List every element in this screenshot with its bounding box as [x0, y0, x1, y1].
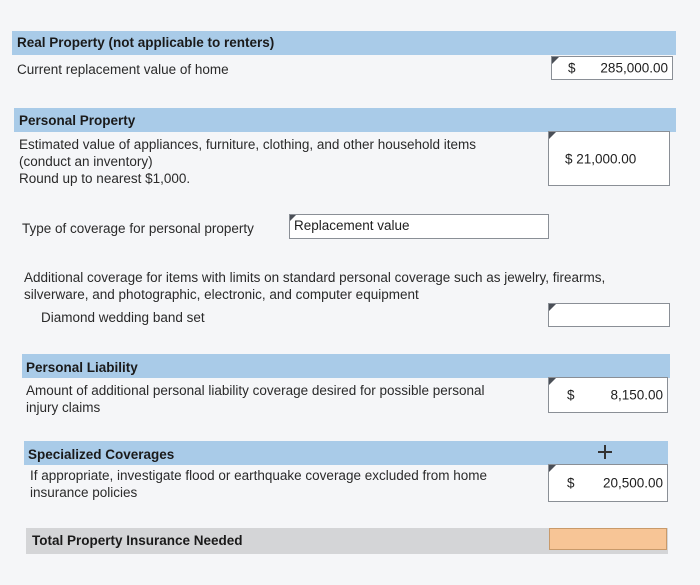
coverage-type-label: Type of coverage for personal property — [22, 221, 254, 236]
personal-property-desc-line2: (conduct an inventory) — [19, 154, 153, 169]
personal-liability-heading: Personal Liability — [26, 360, 138, 375]
home-replacement-value-field[interactable] — [551, 56, 673, 80]
coverage-type-select[interactable] — [289, 214, 549, 239]
specialized-coverages-value: 20,500.00 — [602, 475, 663, 491]
currency-symbol: $ — [567, 475, 575, 491]
coverage-type-selected: Replacement value — [294, 218, 410, 233]
specialized-coverages-desc-line2: insurance policies — [30, 485, 138, 500]
personal-liability-desc-line2: injury claims — [26, 400, 101, 415]
personal-property-value-field[interactable] — [548, 131, 670, 186]
cursor-crosshair-icon — [598, 445, 612, 459]
personal-property-desc-line1: Estimated value of appliances, furniture, clothing, and other household items — [19, 137, 477, 152]
replacement-value-label: Current replacement value of home — [17, 62, 229, 77]
personal-liability-value-field[interactable] — [548, 377, 668, 413]
cell-marker-icon — [552, 57, 559, 64]
diamond-band-label: Diamond wedding band set — [41, 310, 205, 325]
personal-property-value: $ 21,000.00 — [565, 151, 637, 166]
personal-liability-desc-line1: Amount of additional personal liability coverage desired for possible personal — [26, 383, 485, 398]
cell-marker-icon — [549, 378, 556, 385]
personal-property-desc-line3: Round up to nearest $1,000. — [19, 171, 191, 186]
specialized-coverages-value-field[interactable] — [548, 464, 668, 502]
cell-marker-icon — [549, 304, 556, 311]
diamond-band-value-field[interactable] — [548, 303, 670, 327]
home-replacement-value: 285,000.00 — [600, 60, 668, 76]
cell-marker-icon — [549, 132, 556, 139]
specialized-coverages-desc-line1: If appropriate, investigate flood or earthquake coverage excluded from home — [30, 468, 488, 483]
currency-symbol: $ — [567, 387, 575, 403]
cell-marker-icon — [290, 215, 296, 221]
personal-liability-value: 8,150.00 — [610, 387, 663, 403]
cell-marker-icon — [549, 465, 556, 472]
additional-coverage-desc-line2: silverware, and photographic, electronic, and computer equipment — [24, 287, 419, 302]
specialized-coverages-heading: Specialized Coverages — [28, 447, 175, 462]
real-property-heading: Real Property (not applicable to renters) — [17, 35, 275, 50]
personal-property-heading: Personal Property — [19, 113, 136, 128]
additional-coverage-desc-line1: Additional coverage for items with limits on standard personal coverage such as jewelry, firearms, — [24, 270, 606, 285]
currency-symbol: $ — [568, 60, 576, 76]
total-value-field[interactable] — [549, 528, 667, 550]
total-label: Total Property Insurance Needed — [32, 533, 243, 548]
